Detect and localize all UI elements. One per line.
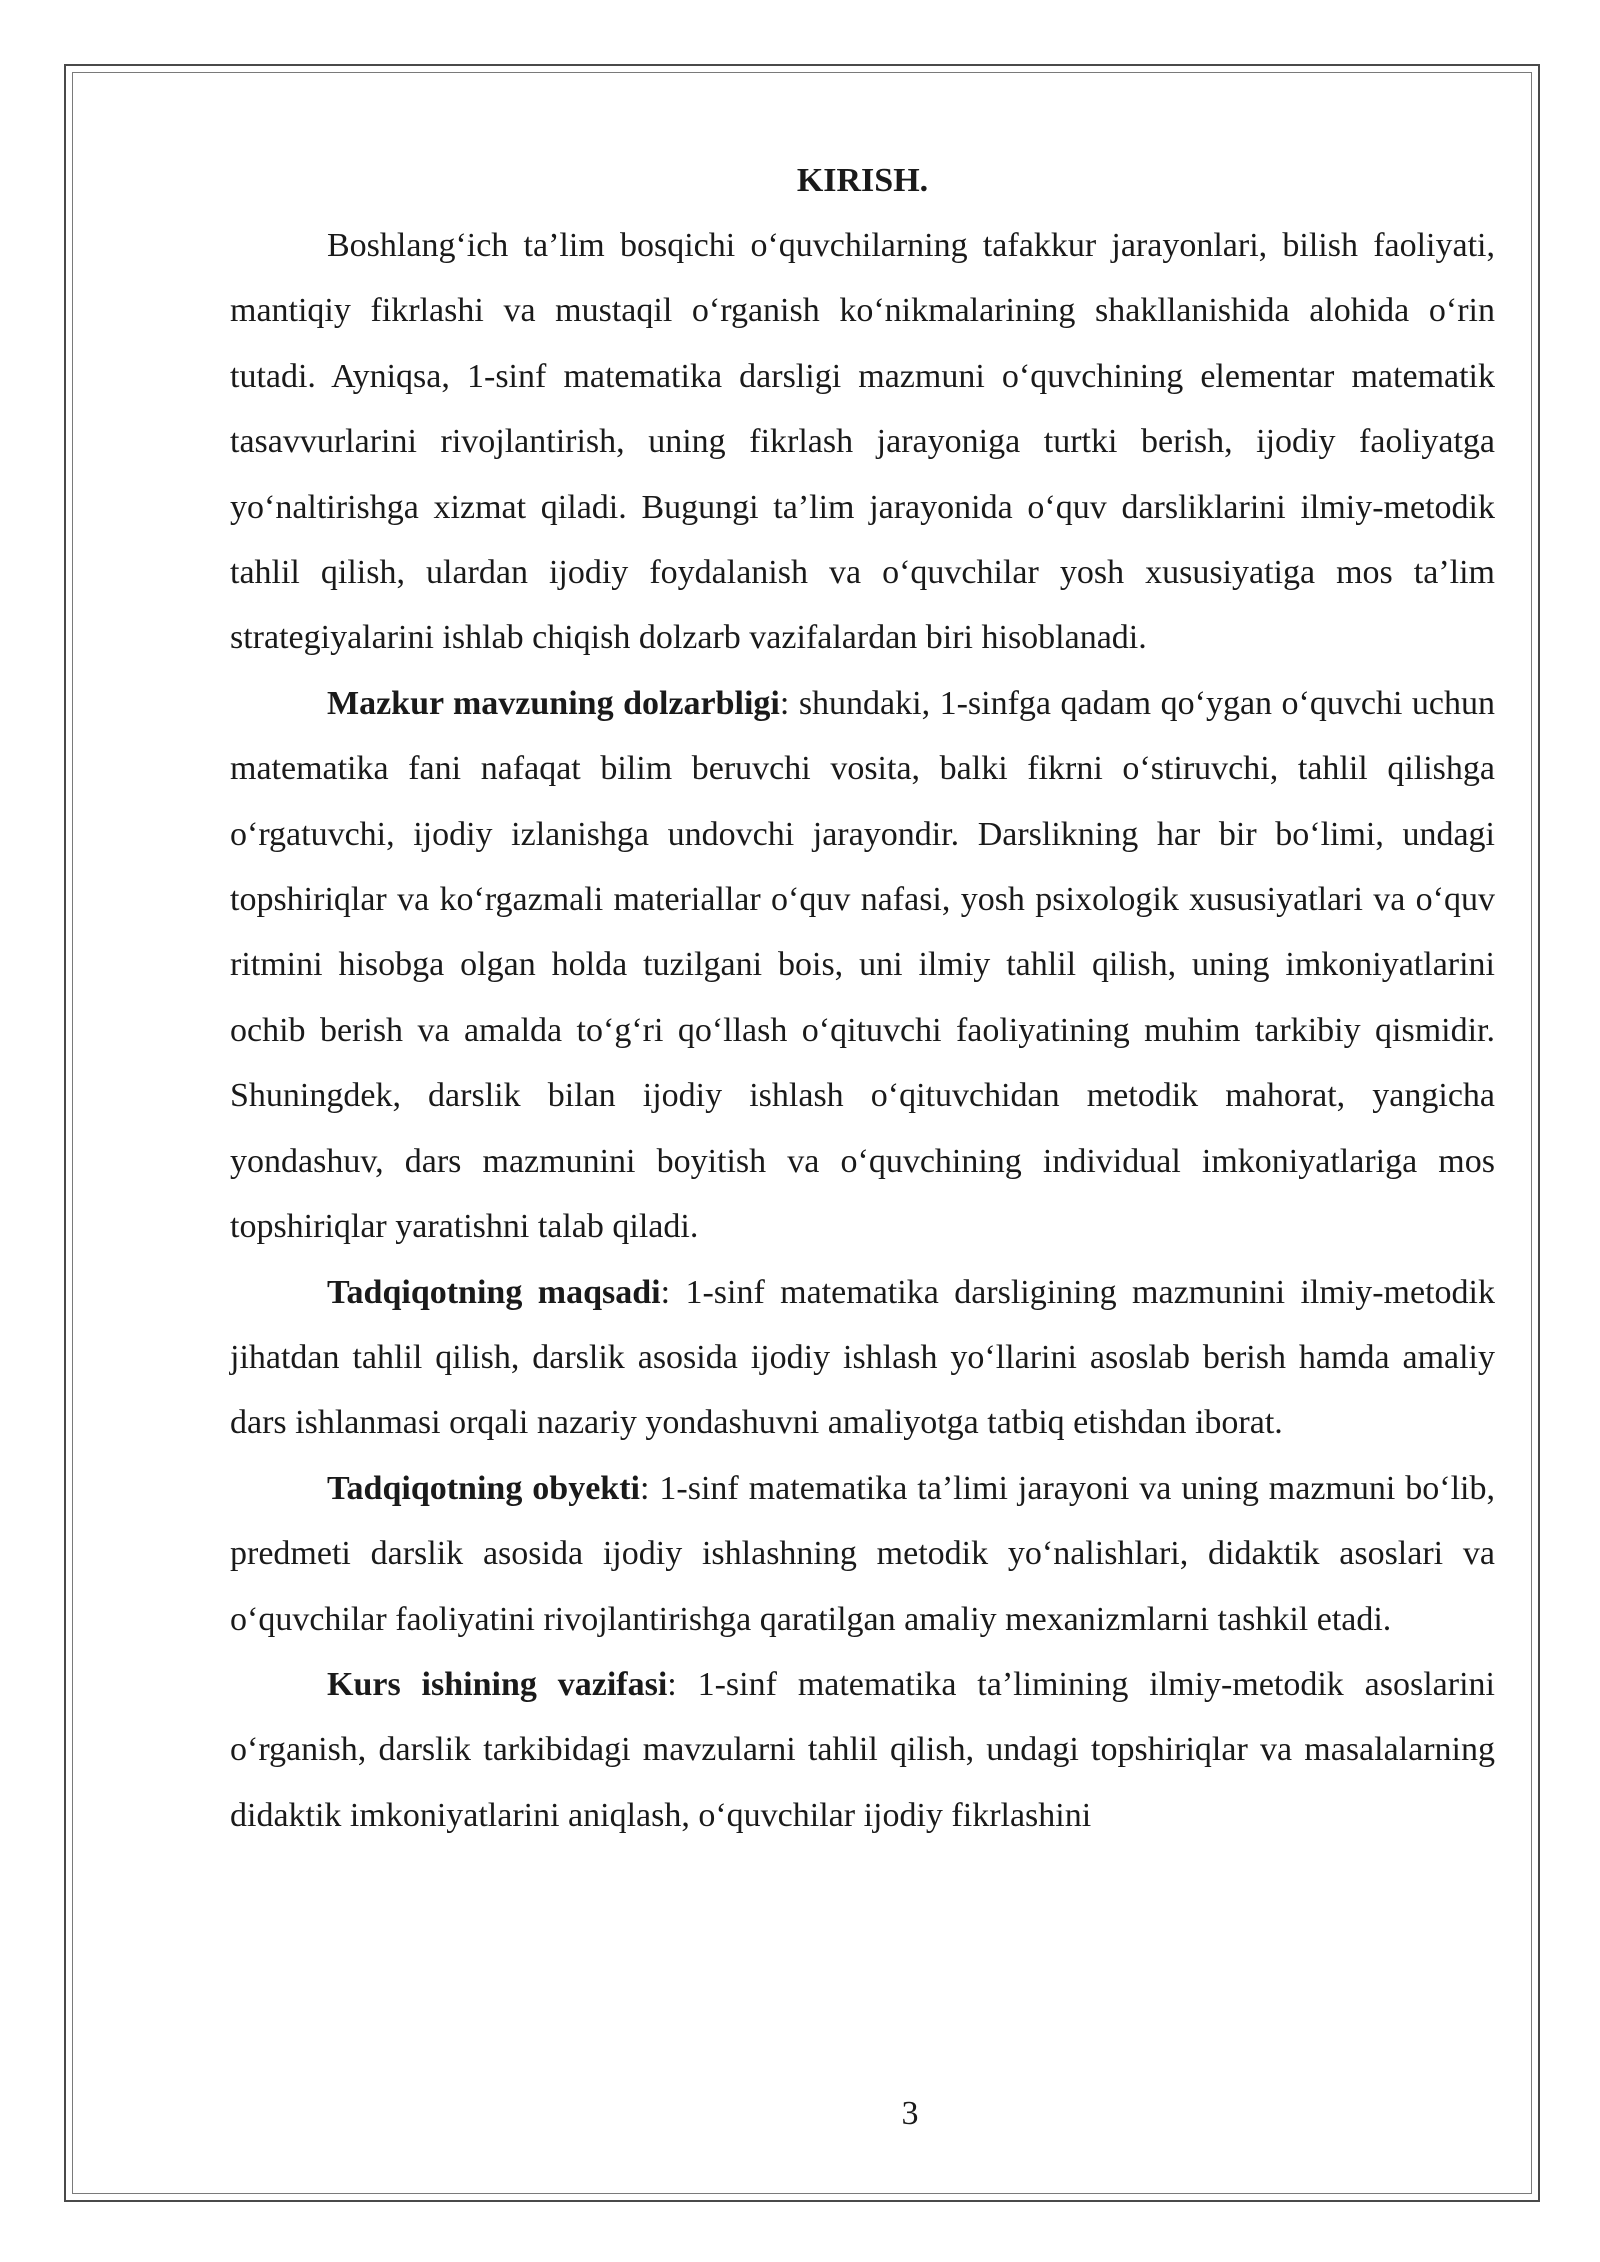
- paragraph-text: 1-sinf matematika ta’limining ilmiy-metodik asoslarini o‘rganish, darslik tarkibidagi mavzularni tahlil qilish, undagi topshiriqlar va masalalarning didaktik imkoniyatlarini aniqlash, o‘quvchilar ijodiy fikrlashini: [230, 1665, 1495, 1834]
- paragraph-lead: Tadqiqotning obyekti: [327, 1469, 640, 1507]
- paragraph-separator: :: [667, 1665, 698, 1703]
- paragraph-text: 1-sinf matematika ta’limi jarayoni va uning mazmuni bo‘lib, predmeti darslik asosida ijodiy ishlashning metodik yo‘nalishlari, didaktik asoslari va o‘quvchilar faoliyatini rivojlantirishga qaratilgan amaliy mexanizmlarni tashkil etadi.: [230, 1469, 1496, 1638]
- paragraph-text: 1-sinf matematika darsligining mazmunini ilmiy-metodik jihatdan tahlil qilish, darslik asosida ijodiy ishlash yo‘llarini asoslab berish hamda amaliy dars ishlanmasi orqali nazariy yondashuvni amaliyotga tatbiq etishdan iborat.: [230, 1273, 1495, 1442]
- paragraph-separator: :: [660, 1273, 686, 1311]
- page-number: 3: [901, 2095, 919, 2132]
- paragraph-separator: :: [779, 684, 799, 722]
- paragraph-separator: :: [639, 1469, 660, 1507]
- paragraph-tasks: [230, 1652, 1495, 1848]
- paragraph-lead: Kurs ishining vazifasi: [327, 1665, 668, 1703]
- section-heading: KIRISH.: [796, 162, 929, 199]
- paragraph-lead: Mazkur mavzuning dolzarbligi: [327, 684, 780, 722]
- paragraph-relevance: [230, 671, 1495, 1260]
- paragraph-text: Boshlang‘ich ta’lim bosqichi o‘quvchilarning tafakkur jarayonlari, bilish faoliyati, mantiqiy fikrlashi va mustaqil o‘rganish ko‘nikmalarining shakllanishida alohida o‘rin tutadi. Ayniqsa, 1-sinf matematika darsligi mazmuni o‘quvchining elementar matematik tasavvurlarini rivojlantirish, uning fikrlash jarayoniga turtki berish, ijodiy faoliyatga yo‘naltirishga xizmat qiladi. Bugungi ta’lim jarayonida o‘quv darsliklarini ilmiy-metodik tahlil qilish, ulardan ijodiy foydalanish va o‘quvchilar yosh xususiyatiga mos ta’lim strategiyalarini ishlab chiqish dolzarb vazifalardan biri hisoblanadi.: [230, 227, 1495, 657]
- paragraph-lead: Tadqiqotning maqsadi: [327, 1273, 661, 1311]
- paragraph-intro: [230, 213, 1495, 671]
- paragraph-goal: [230, 1260, 1495, 1456]
- paragraph-object: [230, 1456, 1495, 1652]
- paragraph-text: shundaki, 1-sinfga qadam qo‘ygan o‘quvchi uchun matematika fani nafaqat bilim beruvchi vosita, balki fikrni o‘stiruvchi, tahlil qilishga o‘rgatuvchi, ijodiy izlanishga undovchi jarayondir. Darslikning har bir bo‘limi, undagi topshiriqlar va ko‘rgazmali materiallar o‘quv nafasi, yosh psixologik xususiyatlari va o‘quv ritmini hisobga olgan holda tuzilgani bois, uni ilmiy tahlil qilish, uning imkoniyatlarini ochib berish va amalda to‘g‘ri qo‘llash o‘qituvchi faoliyatining muhim tarkibiy qismidir. Shuningdek, darslik bilan ijodiy ishlash o‘qituvchidan metodik mahorat, yangicha yondashuv, dars mazmunini boyitish va o‘quvchining individual imkoniyatlariga mos topshiriqlar yaratishni talab qiladi.: [230, 684, 1495, 1246]
- document-body: [230, 148, 1495, 1848]
